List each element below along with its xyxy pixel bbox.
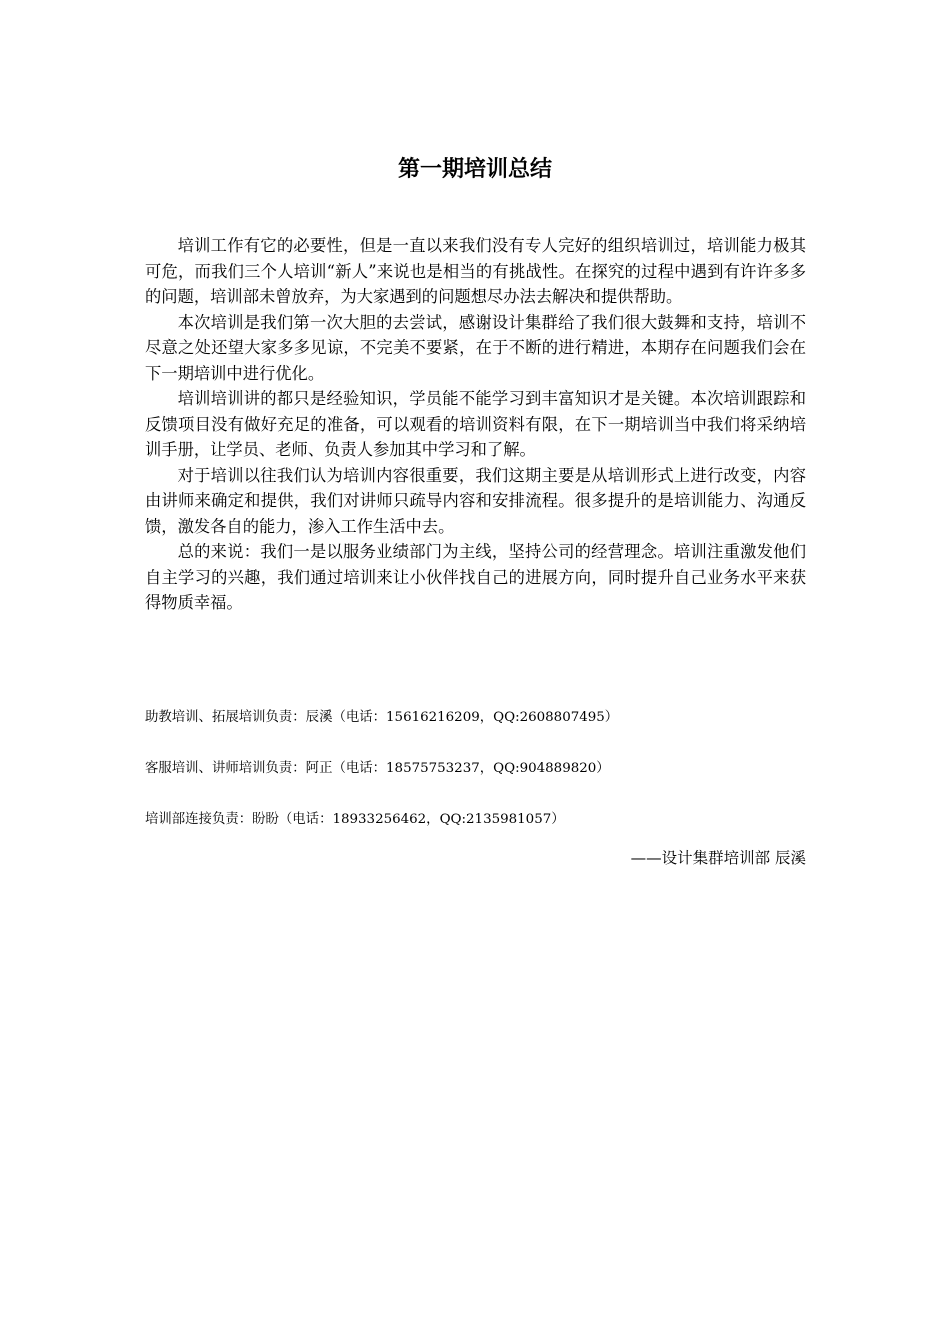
document-title: 第一期培训总结 (397, 157, 552, 182)
paragraph-2: 本次培训是我们第一次大胆的去尝试，感谢设计集群给了我们很大鼓舞和支持，培训不尽意之处还望大家多多见谅，不完美不要紧，在于不断的进行精进，本期存在问题我们会在下一期培训中进行优化。 (145, 312, 806, 383)
paragraph-5: 总的来说：我们一是以服务业绩部门为主线，坚持公司的经营理念。培训注重激发他们自主学习的兴趣，我们通过培训来让小伙伴找自己的进展方向，同时提升自己业务水平来获得物质幸福。 (145, 542, 806, 612)
contact-line-service-training: 客服培训、讲师培训负责：阿正（电话：18575753237，QQ:904889820） (145, 761, 610, 776)
contact-line-assistant-training: 助教培训、拓展培训负责：辰溪（电话：15616216209，QQ:2608807495） (145, 710, 619, 725)
contact-line-liaison: 培训部连接负责：盼盼（电话：18933256462，QQ:2135981057） (145, 812, 565, 827)
paragraph-3: 培训培训讲的都只是经验知识，学员能不能学习到丰富知识才是关键。本次培训跟踪和反馈项目没有做好充足的准备，可以观看的培训资料有限，在下一期培训当中我们将采纳培训手册，让学员、老师、负责人参加其中学习和了解。 (145, 389, 806, 459)
paragraph-4: 对于培训以往我们认为培训内容很重要，我们这期主要是从培训形式上进行改变，内容由讲师来确定和提供，我们对讲师只疏导内容和安排流程。很多提升的是培训能力、沟通反馈，激发各自的能力，渗入工作生活中去。 (145, 465, 806, 536)
document-body (145, 233, 806, 616)
paragraph-1: 培训工作有它的必要性，但是一直以来我们没有专人完好的组织培训过，培训能力极其可危，而我们三个人培训“新人”来说也是相当的有挑战性。在探究的过程中遇到有许许多多的问题，培训部未曾放弃，为大家遇到的问题想尽办法去解决和提供帮助。 (145, 236, 806, 306)
signature: ——设计集群培训部 辰溪 (630, 849, 806, 867)
contact-list (145, 706, 806, 832)
